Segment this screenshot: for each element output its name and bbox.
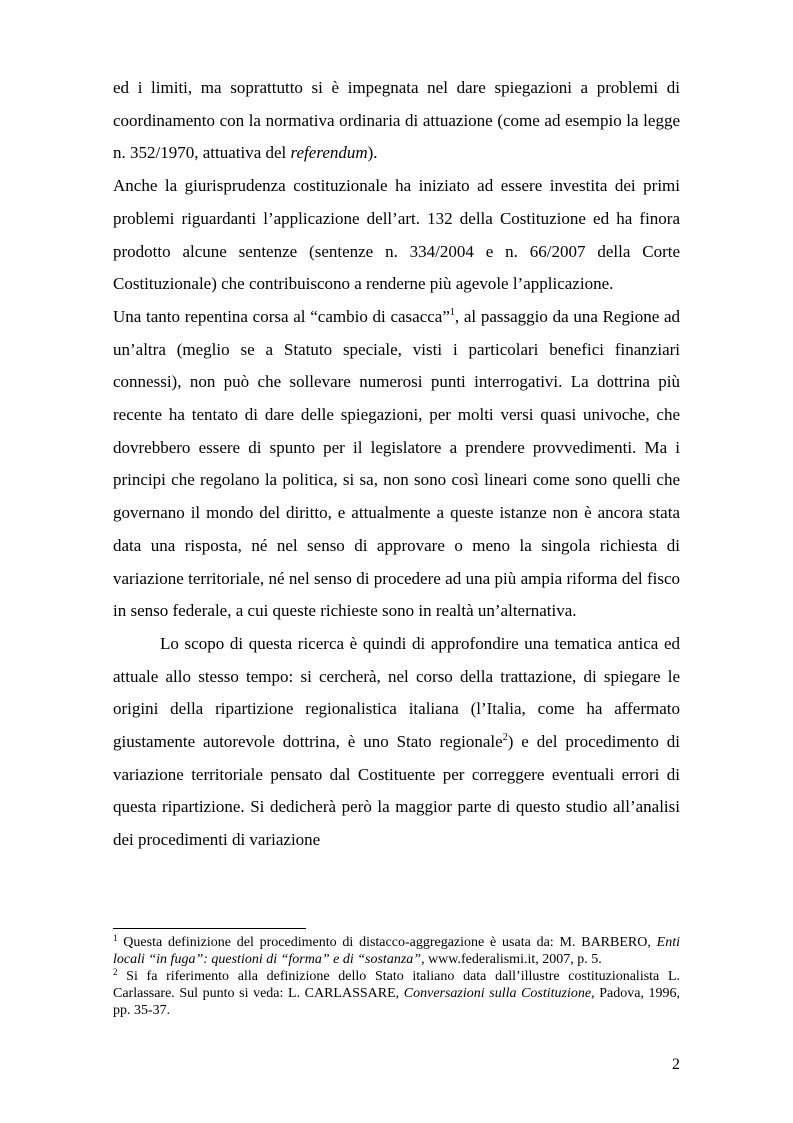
text-run: ). (367, 143, 378, 163)
paragraph (113, 72, 680, 170)
footnote-marker: 2 (113, 967, 118, 977)
footnote-marker: 2 (502, 732, 508, 744)
italic-text: Conversazioni sulla Costituzione (403, 986, 592, 1001)
italic-text: Enti locali “in fuga”: questioni di “forma” e di “sostanza” (113, 935, 680, 967)
footnote-marker: 1 (449, 306, 455, 318)
footnote-marker: 1 (113, 933, 118, 943)
text-run: Anche la giurisprudenza costituzionale ha iniziato ad essere investita dei primi problemi riguardanti l’applicazione dell’art. 132 della Costituzione ed ha finora prodotto alcune sentenze (sentenze n. 334/2004 e n. 66/2007 della Corte Costituzionale) che contribuiscono a renderne più agevole l’applicazione. (113, 176, 680, 294)
footnote (113, 934, 680, 968)
text-run: , al passaggio da una Regione ad un’altra (meglio se a Statuto speciale, visti i particolari benefici finanziari connessi), non può che sollevare numerosi punti interrogativi. La dottrina più recente ha tentato di dare delle spiegazioni, per molti versi quasi univoche, che dovrebbero essere di spunto per il legislatore a prendere provvedimenti. Ma i principi che regolano la politica, si sa, non sono così lineari come sono quelli che governano il mondo del diritto, e attualmente a queste istanze non è ancora stata data una risposta, né nel senso di approvare o meno la singola richiesta di variazione territoriale, né nel senso di procedere ad una più ampia riforma del fisco in senso federale, a cui queste richieste sono in realtà un’alternativa. (113, 306, 680, 621)
page-number: 2 (672, 1056, 680, 1073)
text-run: ed i limiti, ma soprattutto si è impegnata nel dare spiegazioni a problemi di coordinamento con la normativa ordinaria di attuazione (come ad esempio la legge n. 352/1970, attuativa del (113, 78, 680, 163)
text-run: Si fa riferimento alla definizione dello Stato italiano data dall’illustre costituzionalista L. Carlassare. Sul punto si veda: L. CARLASSARE, (113, 969, 680, 1001)
paragraph (113, 170, 680, 301)
text-run: ) e del procedimento di variazione territoriale pensato dal Costituente per correggere eventuali errori di questa ripartizione. Si dedicherà però la maggior parte di questo studio all’analisi dei procedimenti di variazione (113, 732, 680, 850)
text-run: Una tanto repentina corsa al “cambio di casacca” (113, 306, 450, 326)
paragraph (113, 301, 680, 628)
text-run: , Padova, 1996, pp. 35-37. (113, 986, 680, 1018)
footnote-separator (113, 928, 306, 929)
footnotes (113, 934, 680, 1019)
footnote (113, 968, 680, 1019)
text-run: , www.federalismi.it, 2007, p. 5. (421, 952, 602, 967)
italic-text: referendum (290, 143, 368, 163)
text-run: Questa definizione del procedimento di distacco-aggregazione è usata da: M. BARBERO, (117, 935, 657, 950)
main-text (113, 72, 680, 857)
paragraph (113, 628, 680, 857)
text-run: Lo scopo di questa ricerca è quindi di approfondire una tematica antica ed attuale allo stesso tempo: si cercherà, nel corso della trattazione, di spiegare le origini della ripartizione regionalistica italiana (l’Italia, come ha affermato giustamente autorevole dottrina, è uno Stato regionale (113, 633, 680, 752)
